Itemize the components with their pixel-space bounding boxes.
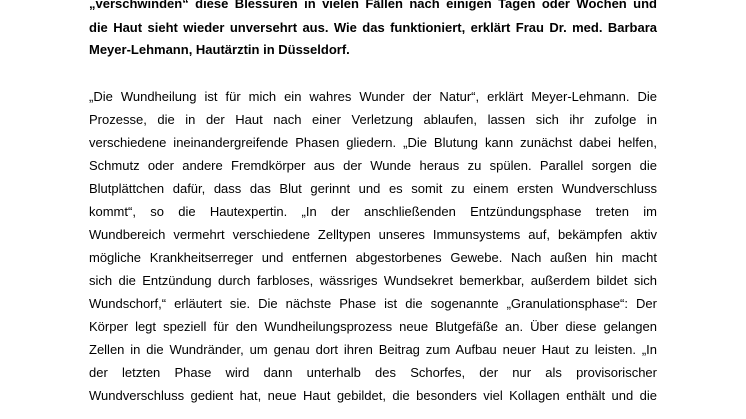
body-line: sich die Entzündung durch farbloses, wässriges Wundsekret bemerkbar, außerdem bildet sich xyxy=(89,273,657,288)
body-line: Wundverschluss gedient hat, neue Haut gebildet, die besonders viel Kollagen enthält und die xyxy=(89,388,657,403)
lead-line: Meyer-Lehmann, Hautärztin in Düsseldorf. xyxy=(89,42,350,57)
body-line: Wundschorf,“ erläutert sie. Die nächste Phase ist die sogenannte „Granulationsphase“: Der xyxy=(89,296,657,311)
body-line: Wundbereich vermehrt verschiedene Zelltypen unseres Immunsystems auf, bekämpfen aktiv xyxy=(89,227,657,242)
body-line: Schmutz oder andere Fremdkörper aus der Wunde heraus zu spülen. Parallel sorgen die xyxy=(89,158,657,173)
body-line: „Die Wundheilung ist für mich ein wahres Wunder der Natur“, erklärt Meyer-Lehmann. Die xyxy=(89,89,657,104)
body-line: der letzten Phase wird dann unterhalb des Schorfes, der nur als provisorischer xyxy=(89,365,657,380)
lead-line: die Haut sieht wieder unversehrt aus. Wie das funktioniert, erklärt Frau Dr. med. Barbara xyxy=(89,20,657,35)
body-line: Prozesse, die in der Haut nach einer Verletzung ablaufen, lassen sich ihr zufolge in xyxy=(89,112,657,127)
document-page xyxy=(89,0,659,419)
body-line: verschiedene ineinandergreifende Phasen gliedern. „Die Blutung kann zunächst dabei helfen, xyxy=(89,135,657,150)
body-line: kommt“, so die Hautexpertin. „In der anschließenden Entzündungsphase treten im xyxy=(89,204,657,219)
body-line: Körper legt speziell für den Wundheilungsprozess neue Blutgefäße an. Über diese gelangen xyxy=(89,319,657,334)
lead-line: „verschwinden“ diese Blessuren in vielen Fällen nach einigen Tagen oder Wochen und xyxy=(89,0,657,11)
body-line: Blutplättchen dafür, dass das Blut gerinnt und es somit zu einem ersten Wundverschluss xyxy=(89,181,657,196)
body-line: Zellen in die Wundränder, um genau dort ihren Beitrag zum Aufbau neuer Haut zu leisten. „In xyxy=(89,342,657,357)
body-line: mögliche Krankheitserreger und entfernen abgestorbenes Gewebe. Nach außen hin macht xyxy=(89,250,657,265)
